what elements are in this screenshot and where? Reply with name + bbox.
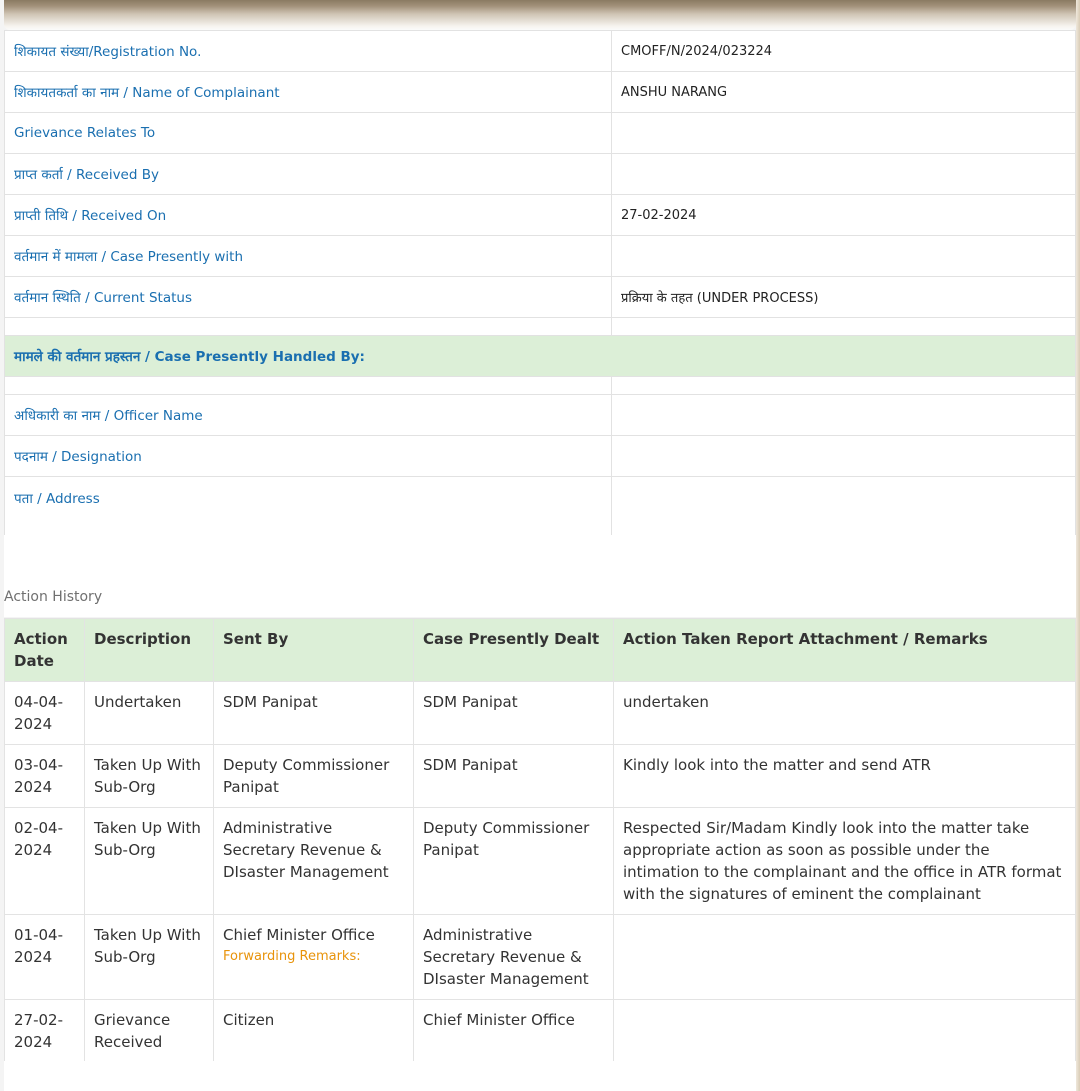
table-row xyxy=(5,682,1076,745)
remarks: Respected Sir/Madam Kindly look into the matter take appropriate action as soon as possible under the intimation to the complainant and the office in ATR format with the signatures of eminent the complainant xyxy=(614,808,1076,915)
officer-name-label: अधिकारी का नाम / Officer Name xyxy=(5,395,612,436)
action-date: 04-04-2024 xyxy=(5,682,85,745)
col-header-action-date: Action Date xyxy=(5,619,85,682)
case-handled-by-title: मामले की वर्तमान प्रहस्तन / Case Presently Handled By: xyxy=(5,336,1076,377)
received-by-label: प्राप्त कर्ता / Received By xyxy=(5,154,612,195)
case-presently-dealt: SDM Panipat xyxy=(414,745,614,808)
action-date: 01-04-2024 xyxy=(5,915,85,1000)
received-by-value xyxy=(612,154,1076,195)
detail-row xyxy=(5,72,1076,113)
section-gap xyxy=(4,535,1076,617)
col-header-remarks: Action Taken Report Attachment / Remarks xyxy=(614,619,1076,682)
page-right-edge xyxy=(1076,0,1080,1091)
sent-by: Chief Minister Office xyxy=(223,926,375,944)
designation-label: पदनाम / Designation xyxy=(5,436,612,477)
detail-row xyxy=(5,395,1076,436)
detail-row xyxy=(5,236,1076,277)
action-date: 03-04-2024 xyxy=(5,745,85,808)
remarks: Kindly look into the matter and send ATR xyxy=(614,745,1076,808)
address-label: पता / Address xyxy=(5,477,612,551)
table-row xyxy=(5,745,1076,808)
history-header-row xyxy=(5,619,1076,682)
action-history-title: Action History xyxy=(4,589,103,605)
spacer-row xyxy=(5,318,1076,336)
remarks xyxy=(614,915,1076,1000)
table-row xyxy=(5,1000,1076,1063)
action-date: 02-04-2024 xyxy=(5,808,85,915)
registration-no-value: CMOFF/N/2024/023224 xyxy=(612,31,1076,72)
spacer-row xyxy=(5,377,1076,395)
remarks: undertaken xyxy=(614,682,1076,745)
table-row xyxy=(5,808,1076,915)
grievance-relates-label: Grievance Relates To xyxy=(5,113,612,154)
officer-name-value xyxy=(612,395,1076,436)
sent-by: Citizen xyxy=(214,1000,414,1063)
detail-row xyxy=(5,154,1076,195)
case-presently-dealt: Deputy Commissioner Panipat xyxy=(414,808,614,915)
detail-row xyxy=(5,31,1076,72)
detail-row xyxy=(5,436,1076,477)
sent-by: Deputy Commissioner Panipat xyxy=(214,745,414,808)
forwarding-remarks-link[interactable]: Forwarding Remarks: xyxy=(223,949,361,964)
col-header-sent-by: Sent By xyxy=(214,619,414,682)
grievance-relates-value xyxy=(612,113,1076,154)
action-history-table xyxy=(4,618,1076,1063)
page-header-bar xyxy=(4,0,1076,30)
detail-row xyxy=(5,113,1076,154)
grievance-details-table xyxy=(4,30,1076,551)
col-header-case-presently-dealt: Case Presently Dealt xyxy=(414,619,614,682)
case-presently-dealt: SDM Panipat xyxy=(414,682,614,745)
case-presently-dealt: Administrative Secretary Revenue & DIsaster Management xyxy=(414,915,614,1000)
designation-value xyxy=(612,436,1076,477)
description: Taken Up With Sub-Org xyxy=(85,915,214,1000)
action-date: 27-02-2024 xyxy=(5,1000,85,1063)
current-status-value: प्रक्रिया के तहत (UNDER PROCESS) xyxy=(612,277,1076,318)
sent-by: Administrative Secretary Revenue & DIsaster Management xyxy=(214,808,414,915)
description: Grievance Received xyxy=(85,1000,214,1063)
bottom-strip xyxy=(4,1061,1076,1091)
received-on-label: प्राप्ती तिथि / Received On xyxy=(5,195,612,236)
remarks xyxy=(614,1000,1076,1063)
case-presently-with-value xyxy=(612,236,1076,277)
registration-no-label: शिकायत संख्या/Registration No. xyxy=(5,31,612,72)
complainant-name-label: शिकायतकर्ता का नाम / Name of Complainant xyxy=(5,72,612,113)
case-presently-dealt: Chief Minister Office xyxy=(414,1000,614,1063)
description: Taken Up With Sub-Org xyxy=(85,745,214,808)
section-header-row xyxy=(5,336,1076,377)
received-on-value: 27-02-2024 xyxy=(612,195,1076,236)
description: Taken Up With Sub-Org xyxy=(85,808,214,915)
table-row xyxy=(5,915,1076,1000)
sent-by: SDM Panipat xyxy=(214,682,414,745)
detail-row xyxy=(5,195,1076,236)
current-status-label: वर्तमान स्थिति / Current Status xyxy=(5,277,612,318)
case-presently-with-label: वर्तमान में मामला / Case Presently with xyxy=(5,236,612,277)
detail-row xyxy=(5,277,1076,318)
col-header-description: Description xyxy=(85,619,214,682)
sent-by-cell xyxy=(214,915,414,1000)
description: Undertaken xyxy=(85,682,214,745)
complainant-name-value: ANSHU NARANG xyxy=(612,72,1076,113)
